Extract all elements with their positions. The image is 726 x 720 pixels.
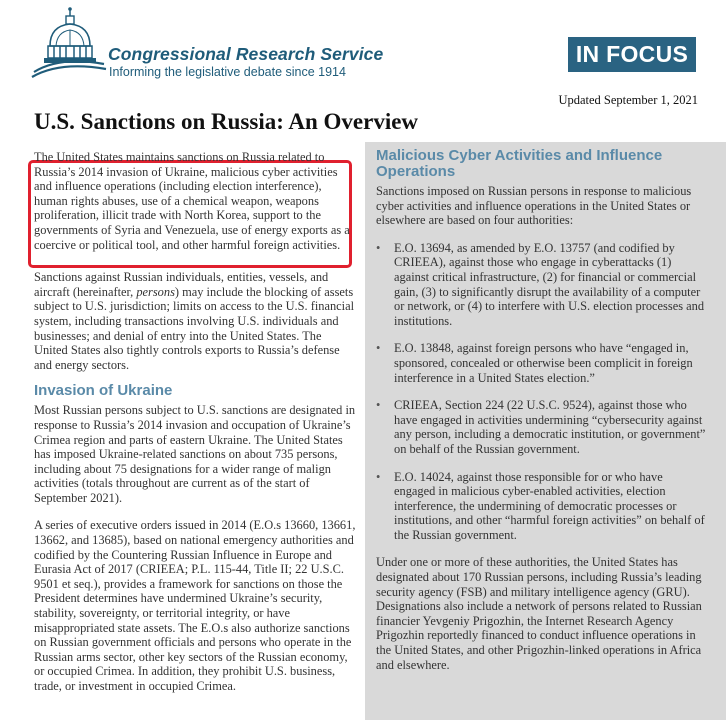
org-name: Congressional Research Service (108, 44, 384, 64)
list-item: • E.O. 14024, against those responsible for or who have engaged in malicious cyber-enabled activities, election interference, the undermining of democratic processes or institutions, and other “harmful foreign activities” on behalf of the Russian government. (376, 470, 706, 543)
cyber-closing: Under one or more of these authorities, the United States has designated about 170 Russian persons, including Russia’s leading security agency (FSB) and military intelligence agency (GRU). Designations also include a network of persons related to Russian financier Yevgeniy Prigozhin, the Internet Research Agency Prigozhin reportedly financed to conduct influence operations in the United States, and other Prigozhin-linked operations in Africa and elsewhere. (376, 555, 702, 672)
ukraine-paragraph-1: Most Russian persons subject to U.S. sanctions are designated in response to Russia’s 2014 invasion and occupation of Ukraine’s Crimea region and parts of eastern Ukraine. The United States has imposed Ukraine-related sanctions on about 735 persons, including about 75 designations for a wider range of malign activities (totals throughout are current as of the start of September 2021). (34, 403, 356, 505)
list-item: • E.O. 13694, as amended by E.O. 13757 (and codified by CRIEEA), against those who engage in cyberattacks (1) against critical infrastructure, (2) for financial or commercial gain, (3) to significantly disrupt the availability of a computer or network, or (4) to interfere with U.S. election processes and institutions. (376, 241, 706, 329)
list-item: • CRIEEA, Section 224 (22 U.S.C. 9524), against those who have engaged in activities undermining “cybersecurity against any person, including a democratic institution, or government” on behalf of the Russian government. (376, 398, 706, 456)
intro-prefix: The United States maintains sanctions on Russia related to (34, 150, 325, 164)
intro-paragraph (34, 150, 356, 252)
scope-text-b: ) may include the blocking of assets subject to U.S. jurisdiction; limits on access to the U.S. financial system, including transactions involving U.S. individuals and businesses; and denial of entry into the United States. The United States also tightly controls exports to Russia’s defense and energy sectors. (34, 284, 355, 372)
ukraine-heading: Invasion of Ukraine (34, 382, 173, 400)
in-focus-badge: IN FOCUS (568, 37, 696, 72)
authority-list (376, 241, 706, 543)
sidebar-content (376, 148, 706, 685)
intro-highlighted-text: Russia’s 2014 invasion of Ukraine, malicious cyber activities and influence operations (including election interference), human rights abuses, use of a chemical weapon, weapons proliferation, illicit trade with North Korea, support to the governments of Syria and Venezuela, use of energy exports as a coercive or political tool, and other harmful foreign activities. (34, 164, 350, 252)
page-title: U.S. Sanctions on Russia: An Overview (34, 109, 419, 134)
org-tagline: Informing the legislative debate since 1914 (109, 65, 346, 79)
sanctions-scope-paragraph (34, 270, 356, 372)
cyber-intro: Sanctions imposed on Russian persons in response to malicious cyber activities and influence operations in the United States or elsewhere are based on four authorities: (376, 184, 692, 228)
report-header (0, 0, 726, 110)
capitol-dome-icon (30, 6, 110, 80)
scope-text-em: persons (136, 284, 175, 299)
left-column (34, 150, 356, 707)
scope-text-a: Sanctions against Russian individuals, entities, vessels, and aircraft (hereinafter, (34, 270, 329, 299)
cyber-heading: Malicious Cyber Activities and Influence Operations (376, 147, 663, 180)
sidebar-column (365, 142, 726, 720)
ukraine-paragraph-2: A series of executive orders issued in 2014 (E.O.s 13660, 13661, 13662, and 13685), based on national emergency authorities and codified by the Countering Russian Influence in Europe and Eurasia Act of 2017 (CRIEEA; P.L. 115-44, Title II; 22 U.S.C. 9501 et seq.), provides a framework for sanctions on those the President determines have undermined Ukraine’s security, stability, sovereignty, or territorial integrity, or have misappropriated state assets. The E.O.s also authorize sanctions on Russian government officials and persons who operate in the Russian arms sector, other key sectors of the Russian economy, or occupied Crimea. In addition, they prohibit U.S. business, trade, or investment in occupied Crimea. (34, 518, 356, 693)
list-item: • E.O. 13848, against foreign persons who have “engaged in, sponsored, concealed or otherwise been complicit in foreign interference in a United States election.” (376, 341, 706, 385)
updated-date: Updated September 1, 2021 (558, 93, 698, 107)
